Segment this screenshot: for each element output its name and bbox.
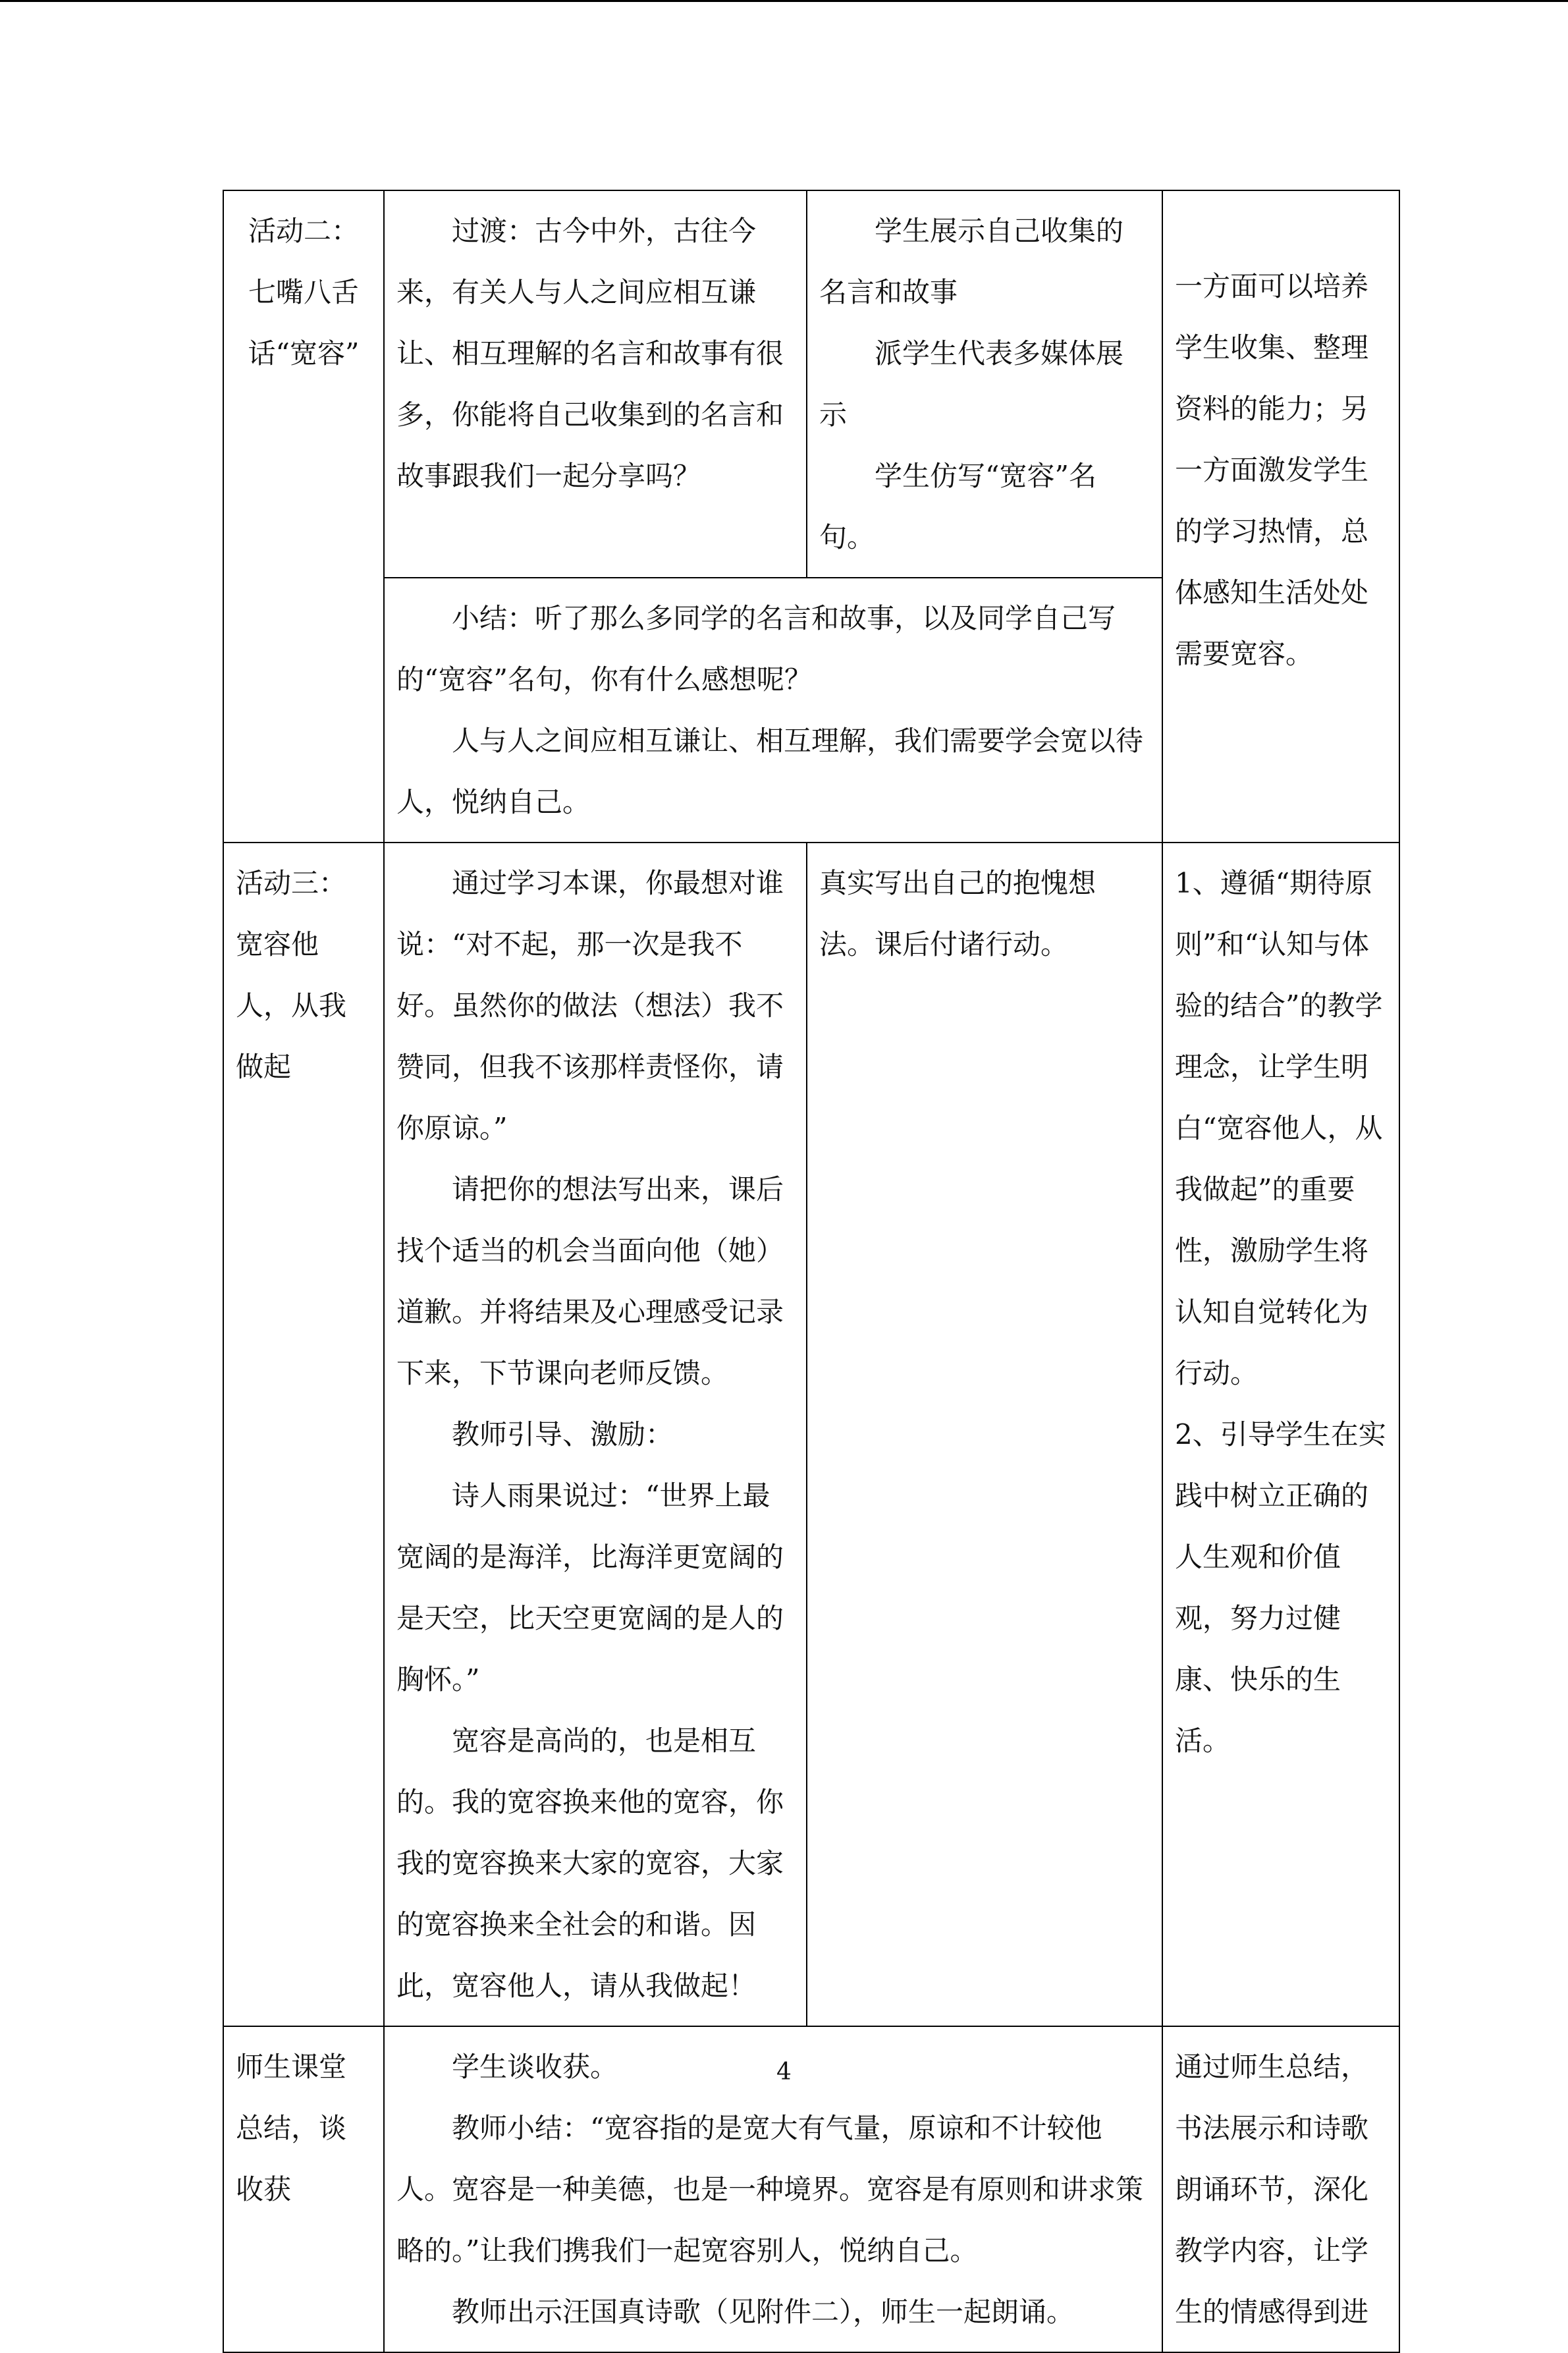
teacher-text: 教师引导、激励：: [452, 1418, 674, 1451]
step-label: 师生课堂总结，谈收获: [236, 2051, 347, 2205]
step-cell-activity3: [223, 843, 384, 2026]
step-label: 活动二：七嘴八舌话“宽容”: [248, 215, 360, 370]
intent-text: 通过师生总结，书法展示和诗歌朗诵环节，深化教学内容，让学生的情感得到进: [1175, 2051, 1369, 2328]
lesson-plan-table: [223, 190, 1400, 2353]
summary-text: 人与人之间应相互谦让、相互理解，我们需要学会宽以待人，悦纳自己。: [396, 725, 1144, 818]
table-row-activity2: [223, 190, 1399, 578]
summary-cell-activity2: [384, 578, 1162, 843]
teacher-text: 过渡：古今中外，古往今来，有关人与人之间应相互谦让、相互理解的名言和故事有很多，你能将自己收集到的名言和故事跟我们一起分享吗？: [396, 215, 784, 492]
student-text: 派学生代表多媒体展示: [819, 337, 1124, 431]
summary-text: 教师小结：“宽容指的是宽大有气量，原谅和不计较他人。宽容是一种美德，也是一种境界。宽容是有原则和讲求策略的。”让我们携我们一起宽容别人，悦纳自己。: [396, 2112, 1144, 2267]
summary-text: 教师出示汪国真诗歌（见附件二），师生一起朗诵。: [452, 2296, 1075, 2328]
student-text: 学生仿写“宽容”名句。: [819, 460, 1096, 553]
teacher-text: 请把你的想法写出来，课后找个适当的机会当面向他（她）道歉。并将结果及心理感受记录下来，下节课向老师反馈。: [396, 1173, 784, 1389]
page-number: 4: [776, 2059, 792, 2086]
step-cell-activity2: [223, 190, 384, 843]
student-cell-activity2: [807, 190, 1162, 578]
intent-text: 2、引导学生在实践中树立正确的人生观和价值观，努力过健康、快乐的生活。: [1175, 1418, 1386, 1757]
top-border-line: [0, 0, 1568, 2]
teacher-text: 宽容是高尚的，也是相互的。我的宽容换来他的宽容，你我的宽容换来大家的宽容，大家的宽容换来全社会的和谐。因此，宽容他人，请从我做起！: [396, 1725, 784, 2002]
intent-text: 1、遵循“期待原则”和“认知与体验的结合”的教学理念，让学生明白“宽容他人，从我做起”的重要性，激励学生将认知自觉转化为行动。: [1175, 867, 1383, 1389]
teacher-text: 诗人雨果说过：“世界上最宽阔的是海洋，比海洋更宽阔的是天空，比天空更宽阔的是人的胸怀。”: [396, 1480, 784, 1696]
intent-cell-activity2: [1162, 190, 1399, 843]
summary-text: 小结：听了那么多同学的名言和故事，以及同学自己写的“宽容”名句，你有什么感想呢？: [396, 602, 1116, 696]
teacher-text: 通过学习本课，你最想对谁说：“对不起，那一次是我不好。虽然你的做法（想法）我不赞同，但我不该那样责怪你，请你原谅。”: [396, 867, 784, 1144]
teacher-cell-activity3: [384, 843, 807, 2026]
intent-cell-activity3: [1162, 843, 1399, 2026]
student-text: 学生展示自己收集的名言和故事: [819, 215, 1124, 308]
student-text: 真实写出自己的抱愧想法。课后付诸行动。: [819, 867, 1096, 960]
intent-text: 一方面可以培养学生收集、整理资料的能力；另一方面激发学生的学习热情，总体感知生活处处需要宽容。: [1175, 270, 1369, 670]
table-row-activity3: [223, 843, 1399, 2026]
summary-text: 学生谈收获。: [452, 2051, 618, 2083]
teacher-cell-activity2: [384, 190, 807, 578]
step-label: 活动三：宽容他人，从我做起: [236, 867, 347, 1083]
student-cell-activity3: [807, 843, 1162, 2026]
